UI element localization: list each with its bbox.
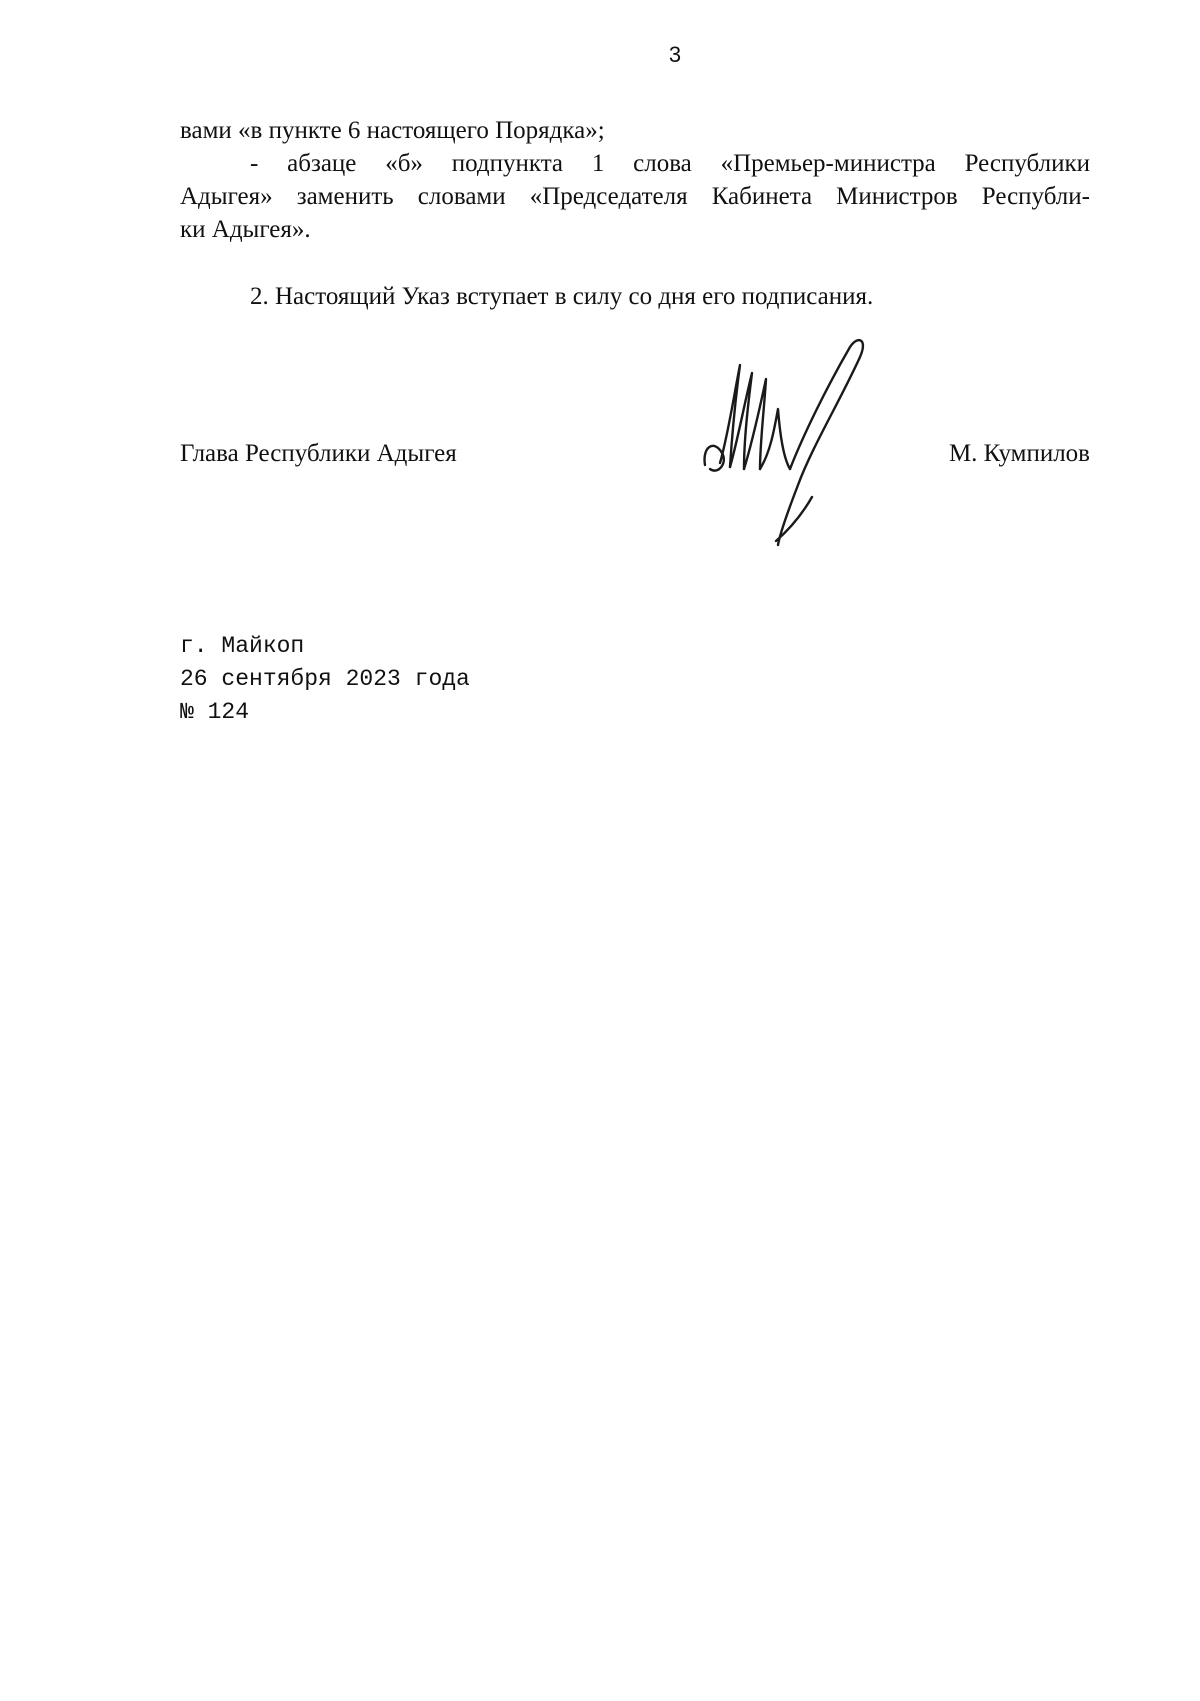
entry-into-force-text: 2. Настоящий Указ вступает в силу со дня его подписания. — [250, 283, 874, 310]
footer-date: 26 сентября 2023 года — [180, 666, 470, 692]
document-footer — [180, 630, 470, 729]
amendment-line-4: ки Адыгея». — [180, 216, 311, 243]
footer-number: № 124 — [180, 699, 250, 725]
footer-city: г. Майкоп — [180, 633, 305, 659]
entry-into-force-paragraph — [180, 280, 1090, 313]
signature-block — [180, 440, 1090, 480]
amendment-paragraph — [180, 114, 1090, 246]
signatory-position: Глава Республики Адыгея — [180, 440, 457, 467]
page-number: 3 — [668, 42, 682, 67]
amendment-line-2: - абзаце «б» подпункта 1 слова «Премьер-министра Республики — [250, 150, 1090, 177]
amendment-line-1: вами «в пункте 6 настоящего Порядка»; — [180, 117, 605, 144]
signatory-name: М. Кумпилов — [948, 440, 1090, 467]
amendment-line-3: Адыгея» заменить словами «Председателя Кабинета Министров Республи- — [180, 183, 1090, 210]
